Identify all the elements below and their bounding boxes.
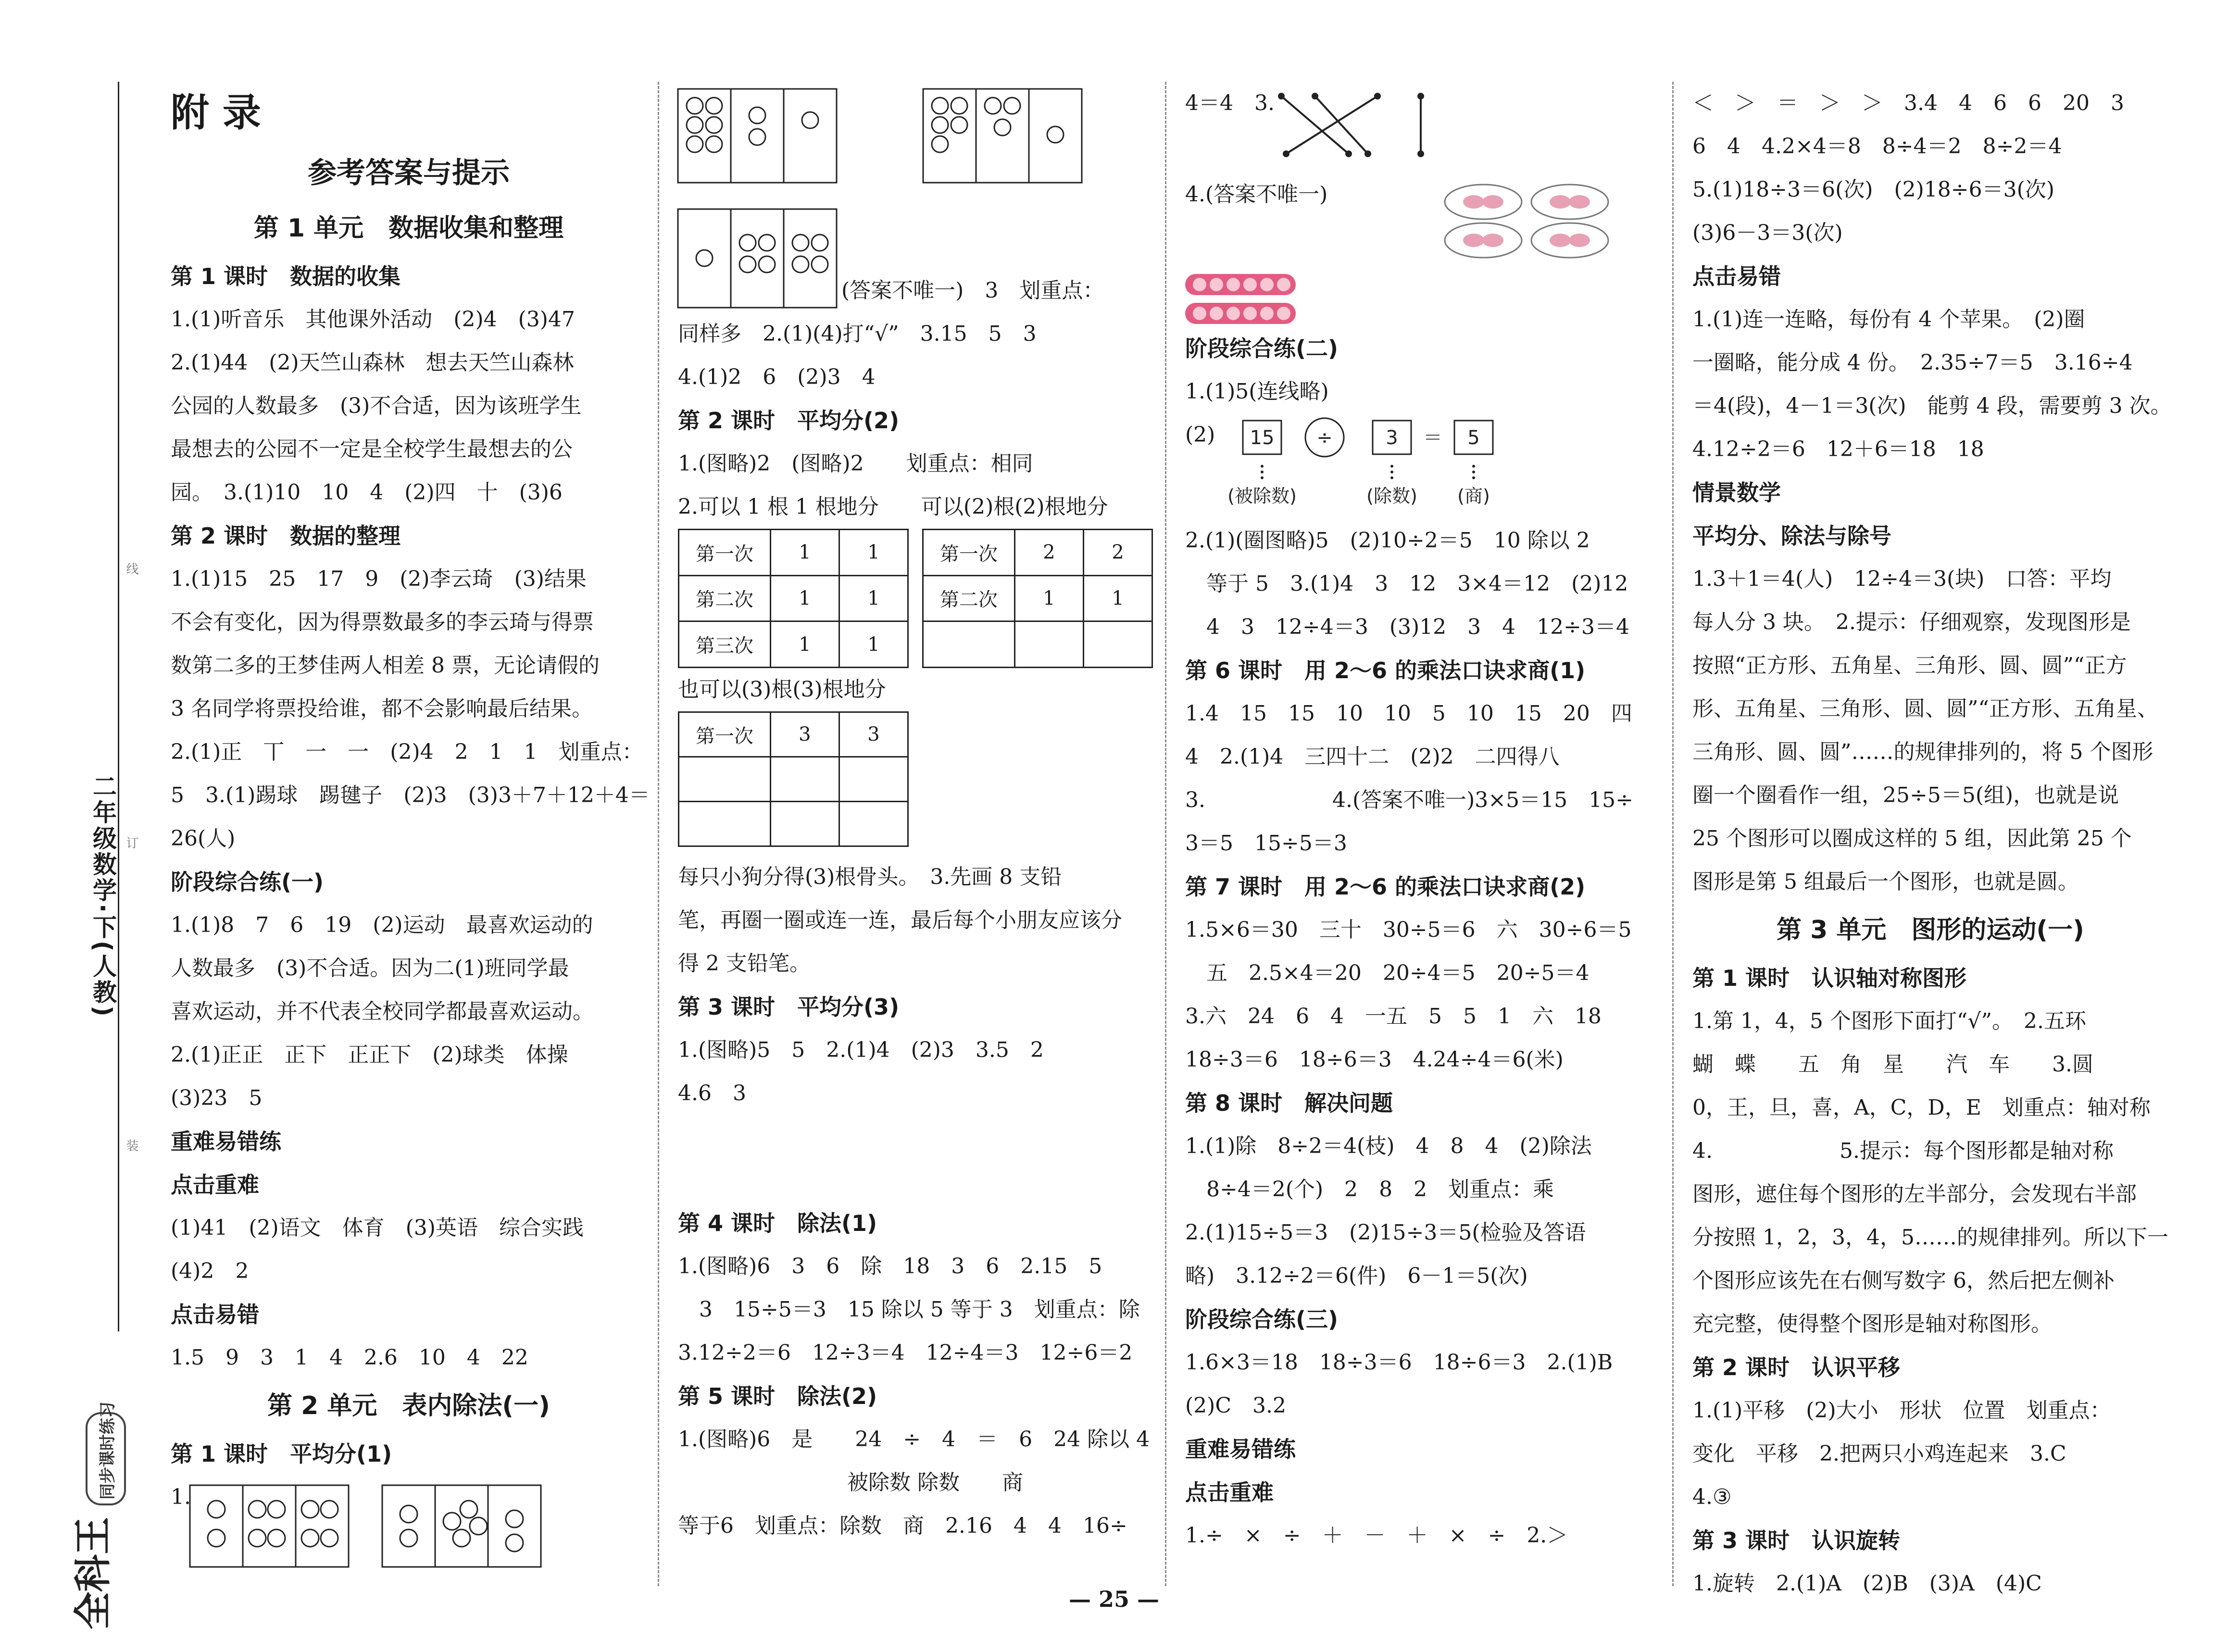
answer-line: 3.12÷2＝6 12÷3＝4 12÷4＝3 12÷6＝2 [678, 1341, 1133, 1365]
answer-line: 最想去的公园不一定是全校学生最想去的公 [171, 437, 573, 461]
answer-line: 1.(1)连一连略，每份有 4 个苹果。 (2)圈 [1692, 307, 2085, 332]
answer-line: 0，王，旦，喜，A，C，D，E 划重点：轴对称 [1692, 1095, 2151, 1120]
answer-line: 1.(图略)5 5 2.(1)4 (2)3 3.5 2 [678, 1038, 1044, 1062]
answer-line: 蝴 蝶 五 角 星 汽 车 3.圆 [1692, 1052, 2093, 1077]
answer-line: 1.4 15 15 10 10 5 10 15 20 四 [1185, 701, 1632, 726]
answer-line: 1.(1)除 8÷2＝4(枝) 4 8 4 (2)除法 [1185, 1134, 1592, 1158]
binding-mark: 线 [124, 562, 138, 575]
answer-line: (答案不唯一) 3 划重点： [841, 278, 1104, 303]
answer-line: 1.第 1，4，5 个图形下面打“√”。 2.五环 [1692, 1009, 2086, 1033]
answer-line: (3)6－3＝3(次) [1692, 221, 1843, 245]
binding-mark: 订 [124, 836, 138, 849]
section-heading: 平均分、除法与除号 [1692, 523, 1891, 549]
answer-line: 1.(1)8 7 6 19 (2)运动 最喜欢运动的 [171, 913, 593, 937]
answer-line: ＜ ＞ ＝ ＞ ＞ 3.4 4 6 6 20 3 [1692, 91, 2124, 115]
answer-line: 3＝5 15÷5＝3 [1185, 831, 1347, 856]
column-divider [1165, 82, 1166, 1586]
answer-line: 2.可以 1 根 1 根地分 可以(2)根(2)根地分 [678, 495, 1108, 519]
column-divider [658, 82, 659, 1586]
table-cell: 第三次 [679, 621, 771, 668]
table-cell [1083, 621, 1152, 668]
section-heading: 重难易错练 [171, 1129, 281, 1155]
answer-line: 等于6 划重点：除数 商 2.16 4 4 16÷ [678, 1514, 1127, 1538]
table-row [923, 621, 1152, 668]
svg-text:同步课时练习: 同步课时练习 [98, 1402, 117, 1500]
table-cell [839, 802, 908, 846]
table-cell: 2 [1014, 530, 1083, 576]
answer-line: 每只小狗分得(3)根骨头。 3.先画 8 支铅 [678, 865, 1062, 889]
answer-label: 1. [171, 1485, 191, 1509]
column-1 [171, 82, 650, 1591]
answer-line: 1.(1)5(连线略) [1185, 379, 1329, 404]
table-cell: 3 [839, 712, 908, 757]
table-cell [839, 757, 908, 802]
answer-line [678, 1158, 1154, 1202]
answer-line: 2.(1)44 (2)天竺山森林 想去天竺山森林 [171, 350, 574, 375]
answer-line: 26(人) [171, 826, 236, 851]
binding-spine [71, 82, 138, 1629]
table-cell: 第一次 [923, 530, 1015, 576]
answer-line: 6 4 4.2×4＝8 8÷4＝2 8÷2＝4 [1692, 134, 2062, 159]
answer-line: 喜欢运动，并不代表全校同学都最喜欢运动。 [171, 999, 594, 1024]
section-heading: 第 3 课时 认识旋转 [1692, 1528, 1901, 1553]
answer-line: 8÷4＝2(个) 2 8 2 划重点：乘 [1185, 1177, 1554, 1202]
table-row [923, 530, 1152, 576]
answer-line: 3. 4.(答案不唯一)3×5＝15 15÷ [1185, 788, 1633, 812]
table-row [679, 802, 908, 846]
table-cell: 2 [1083, 530, 1152, 576]
section-heading: 第 1 课时 认识轴对称图形 [1692, 965, 1967, 991]
quotient-box: 5 [1467, 427, 1480, 449]
answer-line: 1.(图略)6 是 24 ÷ 4 ＝ 6 24 除以 4 [678, 1427, 1150, 1452]
answer-line: 4.(1)2 6 (2)3 4 [678, 365, 876, 389]
answer-line: 3.六 24 6 4 一五 5 5 1 六 18 [1185, 1004, 1602, 1029]
table-cell: 3 [770, 712, 839, 757]
table-row [679, 575, 908, 621]
table-cell: 1 [839, 575, 908, 621]
equals-sign: ＝ [1423, 427, 1442, 449]
dividend-box: 15 [1250, 427, 1275, 449]
answer-line: 个图形应该先在右侧写数字 6，然后把左侧补 [1692, 1268, 2115, 1293]
answer-line: (1)41 (2)语文 体育 (3)英语 综合实践 [171, 1216, 584, 1240]
answer-line: 3 15÷5＝3 15 除以 5 等于 3 划重点：除 [678, 1297, 1140, 1322]
section-heading: 点击易错 [171, 1302, 259, 1328]
answer-line: 1.(1)平移 (2)大小 形状 位置 划重点： [1692, 1398, 2111, 1423]
tables-row [678, 529, 1154, 668]
section-heading: 阶段综合练(一) [171, 869, 324, 895]
divisor-label: (除数) [1366, 485, 1417, 507]
answer-line: 圈一个圈看作一组，25÷5＝5(组)，也就是说 [1692, 783, 2119, 807]
section-heading: 第 2 课时 数据的整理 [171, 523, 401, 549]
answer-line: 充完整，使得整个图形是轴对称图形。 [1692, 1312, 2052, 1336]
answer-line: 笔，再圈一圈或连一连，最后每个小朋友应该分 [678, 908, 1122, 932]
matching-figure [1185, 82, 1661, 163]
table-cell: 1 [1014, 575, 1083, 621]
answer-line: 5.(1)18÷3＝6(次) (2)18÷6＝3(次) [1692, 177, 2054, 202]
answer-line: 4.6 3 [678, 1081, 746, 1105]
table-cell: 第二次 [679, 575, 771, 621]
section-heading: 第 2 课时 认识平移 [1692, 1354, 1901, 1380]
unit-heading: 第 3 单元 图形的运动(一) [1777, 916, 2084, 944]
answer-table [678, 529, 909, 668]
answer-line: 1.5×6＝30 三十 30÷5＝6 六 30÷6＝5 [1185, 918, 1632, 942]
answer-table [922, 529, 1153, 668]
answer-line: ＝4(段)，4－1＝3(次) 能剪 4 段，需要剪 3 次。 [1692, 394, 2172, 418]
answer-line: 1.(图略)6 3 6 除 18 3 6 2.15 5 [678, 1254, 1102, 1279]
table-cell [679, 802, 771, 846]
answer-label: 4.(答案不唯一) [1185, 182, 1328, 207]
table-row [679, 712, 908, 757]
section-heading: 第 6 课时 用 2～6 的乘法口诀求商(1) [1185, 658, 1586, 683]
answer-line: 每人分 3 块。 2.提示：仔细观察，发现图形是 [1692, 610, 2131, 634]
section-heading: 第 2 课时 平均分(2) [678, 408, 900, 434]
answer-line: 同样多 2.(1)(4)打“√” 3.15 5 3 [678, 322, 1037, 346]
page-title: 参考答案与提示 [308, 156, 510, 190]
answer-line: 1.÷ × ÷ ＋ － ＋ × ÷ 2.＞ [1185, 1523, 1568, 1548]
section-heading: 第 4 课时 除法(1) [678, 1210, 877, 1236]
page-number: — 25 — [1068, 1586, 1160, 1612]
table-row [679, 757, 908, 802]
table-cell: 1 [839, 530, 908, 576]
table-cell: 1 [839, 621, 908, 668]
answer-line: 2.(1)正 丅 一 一 (2)4 2 1 1 划重点： [171, 740, 643, 764]
table-cell [770, 802, 839, 846]
unit-heading: 第 2 单元 表内除法(一) [267, 1391, 550, 1420]
table-cell: 1 [770, 621, 839, 668]
quotient-label: (商) [1457, 485, 1490, 507]
section-heading: 点击重难 [171, 1172, 259, 1198]
answer-line: 2.(1)15÷5＝3 (2)15÷3＝5(检验及答语 [1185, 1220, 1586, 1245]
answer-line: 三角形、圆、圆”……的规律排列的，将 5 个图形 [1692, 740, 2153, 764]
table-cell: 1 [770, 530, 839, 576]
column-3 [1185, 82, 1661, 1591]
section-heading: 第 5 课时 除法(2) [678, 1383, 877, 1409]
divide-sign: ÷ [1316, 427, 1333, 449]
answer-line: 被除数 除数 商 [678, 1470, 1023, 1495]
table-cell: 第二次 [923, 575, 1015, 621]
answer-line: 1.6×3＝18 18÷3＝6 18÷6＝3 2.(1)B [1185, 1350, 1613, 1375]
answer-line: 2.(1)正正 正下 正正下 (2)球类 体操 [171, 1043, 568, 1067]
section-heading: 第 1 课时 平均分(1) [171, 1441, 392, 1467]
section-heading: 情景数学 [1692, 480, 1781, 506]
answer-line: 3 名同学将票投给谁，都不会影响最后结果。 [171, 696, 593, 721]
answer-line: 1.旋转 2.(1)A (2)B (3)A (4)C [1692, 1571, 2042, 1596]
answer-line: 1.3＋1＝4(人) 12÷4＝3(块) 口答：平均 [1692, 567, 2112, 591]
answer-line: 分按照 1，2，3，4，5……的规律排列。所以下一 [1692, 1225, 2168, 1250]
table-row [679, 621, 908, 668]
answer-label: 4＝4 3. [1185, 91, 1275, 115]
answer-line: 1.(1)听音乐 其他课外活动 (2)4 (3)47 [171, 307, 575, 332]
answer-line: 18÷3＝6 18÷6＝3 4.24÷4＝6(米) [1185, 1047, 1564, 1072]
section-heading: 第 7 课时 用 2～6 的乘法口诀求商(2) [1185, 874, 1586, 900]
answer-line: 略) 3.12÷2＝6(件) 6－1＝5(次) [1185, 1264, 1528, 1288]
section-heading: 阶段综合练(三) [1185, 1306, 1339, 1332]
table-cell: 第一次 [679, 712, 771, 757]
answer-line: 4 3 12÷4＝3 (3)12 3 4 12÷3＝4 [1185, 615, 1629, 639]
column-4 [1692, 82, 2172, 1596]
answer-line: 1.5 9 3 1 4 2.6 10 4 22 [171, 1345, 528, 1370]
table-row [923, 575, 1152, 621]
answer-line: 公园的人数最多 (3)不合适，因为该班学生 [171, 394, 582, 418]
answer-line: 等于 5 3.(1)4 3 12 3×4＝12 (2)12 [1185, 571, 1628, 596]
answer-line: 1.(1)15 25 17 9 (2)李云琦 (3)结果 [171, 567, 587, 591]
table-cell: 第一次 [679, 530, 771, 576]
section-heading: 阶段综合练(二) [1185, 335, 1339, 361]
table-row [679, 530, 908, 576]
answer-label: (2) [1185, 422, 1215, 447]
answer-line: 图形，遮住每个图形的左半部分，会发现右半部 [1692, 1182, 2137, 1206]
answer-line: 五 2.5×4＝20 20÷4＝5 20÷5＝4 [1185, 961, 1590, 985]
answer-line: 数第二多的王梦佳两人相差 8 票，无论请假的 [171, 653, 600, 678]
answer-line: (3)23 5 [171, 1086, 263, 1110]
answer-line: 25 个图形可以圈成这样的 5 组，因此第 25 个 [1692, 826, 2132, 851]
section-heading: 第 3 课时 平均分(3) [678, 994, 900, 1020]
answer-line: 按照“正方形、五角星、三角形、圆、圆”“正方 [1692, 653, 2127, 678]
answer-line: 5 3.(1)踢球 踢毽子 (2)3 (3)3＋7＋12＋4＝ [171, 783, 650, 807]
circling-figure [1185, 163, 1661, 327]
answer-line: 4. 5.提示：每个图形都是轴对称 [1692, 1139, 2114, 1163]
section-heading: 第 1 课时 数据的收集 [171, 263, 401, 289]
dividend-label: (被除数) [1227, 485, 1297, 507]
answer-line: 4.③ [1692, 1485, 1732, 1509]
answer-line: 图形是第 5 组最后一个图形，也就是圆。 [1692, 869, 2079, 894]
answer-line: 变化 平移 2.把两只小鸡连起来 3.C [1692, 1441, 2066, 1466]
table-cell: 1 [1083, 575, 1152, 621]
grouping-figure [678, 82, 1154, 274]
appendix-title: 附 录 [171, 90, 261, 135]
section-heading: 重难易错练 [1185, 1436, 1296, 1462]
answer-line: (2)C 3.2 [1185, 1393, 1286, 1418]
table-cell [770, 757, 839, 802]
column-2 [678, 82, 1154, 1591]
answer-line: (4)2 2 [171, 1259, 249, 1283]
section-heading: 点击易错 [1692, 263, 1781, 289]
division-diagram [1185, 413, 1661, 519]
table-cell [923, 621, 1015, 668]
answer-line: 人数最多 (3)不合适。因为二(1)班同学最 [171, 956, 569, 981]
unit-heading: 第 1 单元 数据收集和整理 [253, 214, 564, 243]
answer-line: 也可以(3)根(3)根地分 [678, 677, 886, 702]
binding-line [118, 82, 119, 1331]
grouping-figure [171, 1476, 647, 1572]
answer-line: 形、五角星、三角形、圆、圆”“正方形、五角星、 [1692, 696, 2158, 721]
section-heading: 点击重难 [1185, 1479, 1274, 1505]
answer-line: 2.(1)(圈图略)5 (2)10÷2＝5 10 除以 2 [1185, 528, 1590, 553]
answer-line: 不会有变化，因为得票数最多的李云琦与得票 [171, 610, 594, 634]
answer-line: 得 2 支铅笔。 [678, 951, 811, 976]
answer-line: 1.(图略)2 (图略)2 划重点：相同 [678, 451, 1033, 476]
answer-line: 园。 3.(1)10 10 4 (2)四 十 (3)6 [171, 480, 563, 505]
divisor-box: 3 [1386, 427, 1398, 449]
table-cell [679, 757, 771, 802]
answer-line: 4 2.(1)4 三四十二 (2)2 二四得八 [1185, 745, 1560, 769]
svg-text:全科王: 全科王 [71, 1516, 115, 1629]
book-title: 二年级数学·下(人教) [89, 774, 117, 1019]
answer-table [678, 711, 909, 847]
table-cell: 1 [770, 575, 839, 621]
binding-mark: 装 [124, 1139, 138, 1152]
answer-line: 4.12÷2＝6 12＋6＝18 18 [1692, 437, 1984, 461]
answer-line: 一圈略，能分成 4 份。 2.35÷7＝5 3.16÷4 [1692, 350, 2133, 375]
column-divider [1672, 82, 1674, 1586]
section-heading: 第 8 课时 解决问题 [1185, 1090, 1393, 1116]
table-cell [1014, 621, 1083, 668]
